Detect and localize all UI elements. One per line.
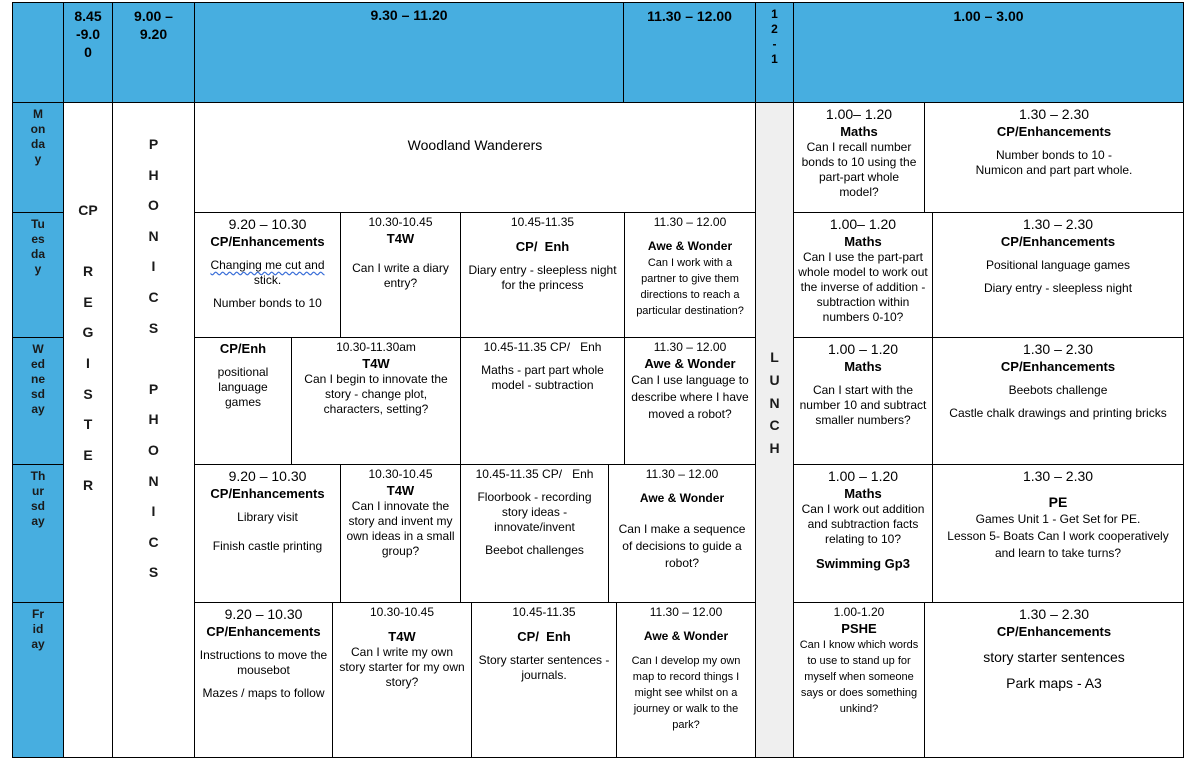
lesson-text: Positional language games (985, 258, 1131, 272)
wednesday-pm2 (932, 337, 1184, 465)
lesson-text: Beebots challenge (1008, 383, 1108, 397)
register-letter (64, 226, 112, 257)
lesson-time: 1.30 – 2.30 (1018, 606, 1090, 622)
lesson-text: Can I recall number bonds to 10 using the part-part whole model? (801, 140, 917, 199)
lesson-time: 10.30-10.45 (369, 605, 435, 619)
lesson-time: 1.30 – 2.30 (1018, 106, 1090, 122)
lesson-time: 1.00– 1.20 (825, 106, 893, 122)
lunch-letter: H (769, 440, 780, 457)
friday-pm2 (924, 602, 1184, 758)
register-letter: R (82, 477, 94, 494)
phonics-letter: S (148, 564, 159, 581)
phonics-letter: O (148, 197, 159, 214)
register-letter: I (86, 354, 90, 371)
register-letter: CP (78, 202, 98, 218)
lesson-subject: PE (1048, 494, 1068, 510)
lesson-text: Castle chalk drawings and printing bricks (949, 406, 1167, 420)
thursday-session-1 (194, 464, 341, 603)
lesson-subject: CP/ Enh (515, 239, 570, 254)
lesson-subject: T4W (362, 356, 390, 371)
wednesday-session-4 (624, 337, 756, 465)
friday-session-4 (616, 602, 756, 758)
lesson-text: Beebot challenges (485, 543, 584, 557)
lesson-text: Woodland Wanderers (407, 137, 543, 153)
register-letter: R (82, 263, 94, 280)
monday-pm2 (924, 102, 1184, 213)
lesson-text: Floorbook - recording story ideas - innovate/invent (477, 490, 592, 534)
lesson-text (199, 258, 336, 273)
wednesday-session-2 (291, 337, 461, 465)
lesson-text: Number bonds to 10 - Numicon and part part whole. (975, 148, 1133, 177)
lesson-text: Can I write a diary entry? (352, 261, 449, 290)
register-letter: S (83, 385, 93, 402)
lesson-subject: CP/ Enh (517, 629, 571, 644)
wednesday-session-1 (194, 337, 292, 465)
lesson-text: Can I write my own story starter for my own story? (339, 645, 465, 689)
lesson-subject: CP/Enh (219, 341, 267, 356)
lesson-time: 10.30-10.45 (368, 467, 433, 481)
phonics-letter: N (148, 472, 159, 489)
header-time-morning: 9.30 – 11.20 (194, 2, 624, 103)
register-letter: T (83, 416, 93, 433)
lesson-time: 11.30 – 12.00 (649, 605, 723, 619)
tuesday-pm2 (932, 212, 1184, 338)
lesson-time: 1.00 – 1.20 (827, 468, 899, 484)
lesson-text: Can I use the part-part whole model to work out the inverse of addition - subtraction within numbers 0-10? (798, 250, 928, 324)
lesson-text: positional language games (217, 365, 269, 409)
tuesday-pm1 (793, 212, 933, 338)
lesson-subject: CP/Enhancements (996, 624, 1112, 639)
lesson-text: Can I make a sequence of decisions to guide a robot? (618, 522, 746, 570)
lesson-subject: Awe & Wonder (639, 491, 725, 505)
lesson-text: Maths - part part whole model - subtraction (481, 363, 604, 392)
phonics-letter (113, 343, 194, 374)
lesson-text: Diary entry - sleepless night (983, 281, 1133, 295)
phonics-letter: P (148, 136, 159, 152)
lesson-text-part: stick. (253, 273, 282, 287)
register-letter: E (83, 293, 93, 310)
day-tuesday: Tu es da y (12, 212, 64, 338)
tuesday-session-3 (460, 212, 625, 338)
monday-pm1 (793, 102, 925, 213)
wednesday-pm1 (793, 337, 933, 465)
lesson-time: 9.20 – 10.30 (228, 468, 307, 484)
friday-session-2 (332, 602, 472, 758)
lesson-time: 9.20 – 10.30 (224, 606, 303, 622)
phonics-letter: C (148, 288, 159, 305)
lesson-time: 10.45-11.35 (512, 605, 576, 619)
header-time-awe: 11.30 – 12.00 (623, 2, 756, 103)
lunch-letter: L (770, 349, 779, 365)
lesson-subject: CP/Enhancements (1000, 359, 1116, 374)
lesson-subject: CP/Enhancements (210, 234, 325, 249)
header-time-afternoon: 1.00 – 3.00 (793, 2, 1184, 103)
tuesday-session-2 (340, 212, 461, 338)
lunch-column (755, 102, 794, 758)
lesson-time: 1.30 – 2.30 (1022, 468, 1094, 484)
lesson-time: 9.20 – 10.30 (228, 216, 307, 232)
lesson-subject: Maths (844, 486, 882, 501)
thursday-session-2 (340, 464, 461, 603)
lesson-time: 10.30-10.45 (368, 215, 433, 229)
friday-pm1 (793, 602, 925, 758)
lesson-text: Can I work out addition and subtraction facts relating to 10? (801, 502, 925, 546)
day-wednesday: W ed ne sd ay (12, 337, 64, 465)
lesson-subject: Awe & Wonder (647, 239, 733, 253)
lesson-text: Instructions to move the mousebot (199, 648, 328, 677)
day-thursday: Th ur sd ay (12, 464, 64, 603)
phonics-letter: N (148, 227, 159, 244)
lesson-subject: CP/Enhancements (996, 124, 1112, 139)
lesson-subject: Swimming Gp3 (816, 556, 910, 571)
lesson-text: Finish castle printing (212, 539, 323, 553)
lesson-time: 11.30 – 12.00 (653, 340, 727, 354)
thursday-pm2 (932, 464, 1184, 603)
lesson-text: Mazes / maps to follow (202, 686, 325, 700)
lesson-text: Can I develop my own map to record things I might see whilst on a journey or walk to the park? (631, 655, 741, 731)
phonics-letter: C (148, 533, 159, 550)
lesson-text: Number bonds to 10 (213, 296, 322, 310)
lesson-subject: T4W (386, 483, 415, 498)
lesson-subject: Maths (844, 359, 882, 374)
phonics-letter: O (148, 441, 159, 458)
lesson-time: 11.30 – 12.00 (653, 215, 727, 229)
lesson-text: Library visit (237, 510, 298, 524)
lesson-text: Diary entry - sleepless night for the princess (468, 263, 617, 292)
phonics-letter: P (148, 380, 159, 397)
lesson-time: 10.30-11.30am (336, 340, 416, 354)
lesson-text: Can I innovate the story and invent my own ideas in a small group? (346, 499, 455, 558)
thursday-pm1 (793, 464, 933, 603)
friday-session-1 (194, 602, 333, 758)
phonics-letter: H (148, 166, 159, 183)
lesson-time: 1.00– 1.20 (829, 216, 897, 232)
lesson-time: 10.45-11.35 CP/ Enh (475, 467, 594, 481)
wednesday-session-3 (460, 337, 625, 465)
lesson-subject: CP/Enhancements (206, 624, 321, 639)
header-time-lunch: 1 2 - 1 (755, 2, 794, 103)
lesson-time: 1.00 – 1.20 (827, 341, 899, 357)
tuesday-session-1 (194, 212, 341, 338)
lunch-letter: N (769, 394, 780, 411)
thursday-session-4 (608, 464, 756, 603)
lesson-text-part: Changing me cut and (210, 258, 325, 272)
phonics-letter: I (151, 503, 156, 520)
friday-session-3 (471, 602, 617, 758)
phonics-letter: I (151, 258, 156, 275)
lesson-subject: Maths (840, 124, 878, 139)
header-time-register: 8.45 -9.0 0 (63, 2, 113, 103)
phonics-column (112, 102, 195, 758)
lesson-subject: PSHE (841, 621, 877, 636)
lunch-letter: C (769, 417, 780, 434)
register-letter: G (82, 324, 94, 341)
header-time-phonics: 9.00 – 9.20 (112, 2, 195, 103)
lesson-subject: T4W (388, 629, 416, 644)
tuesday-session-4 (624, 212, 756, 338)
register-letter: E (83, 446, 93, 463)
register-column (63, 102, 113, 758)
phonics-letter: H (148, 411, 159, 428)
day-monday: M on da y (12, 102, 64, 213)
day-friday: Fr id ay (12, 602, 64, 758)
lesson-text: Can I begin to innovate the story - change plot, characters, setting? (304, 372, 448, 416)
lesson-text: Games Unit 1 - Get Set for PE. Lesson 5- Boats Can I work cooperatively and learn to take turns? (947, 512, 1169, 560)
lesson-text: Park maps - A3 (1006, 675, 1102, 691)
lesson-time: 11.30 – 12.00 (645, 467, 719, 481)
lesson-subject: Awe & Wonder (644, 356, 736, 371)
header-corner (12, 2, 64, 103)
lunch-letter: U (769, 371, 780, 388)
lesson-text: Can I work with a partner to give them directions to reach a particular destination? (636, 257, 744, 317)
lesson-text: Can I use language to describe where I have moved a robot? (631, 373, 749, 421)
lesson-subject: Maths (844, 234, 882, 249)
lesson-time: 10.45-11.35 (510, 215, 575, 229)
lesson-time: 1.00-1.20 (833, 605, 885, 619)
lesson-time: 1.30 – 2.30 (1022, 216, 1094, 232)
lesson-text: Can I start with the number 10 and subtract smaller numbers? (799, 383, 927, 427)
phonics-letter: S (148, 319, 159, 336)
lesson-subject: CP/Enhancements (210, 486, 325, 501)
lesson-subject: CP/Enhancements (1000, 234, 1116, 249)
lesson-subject: T4W (386, 231, 415, 246)
lesson-text: story starter sentences (983, 649, 1125, 665)
lesson-time: 1.30 – 2.30 (1022, 341, 1094, 357)
lesson-subject: Awe & Wonder (643, 629, 729, 643)
lesson-text: Can I know which words to use to stand up for myself when someone says or does something unkind? (799, 639, 919, 715)
lesson-time: 10.45-11.35 CP/ Enh (483, 340, 602, 354)
thursday-session-3 (460, 464, 609, 603)
lesson-text: Story starter sentences - journals. (478, 653, 610, 682)
monday-woodland-wanderers (194, 102, 756, 213)
